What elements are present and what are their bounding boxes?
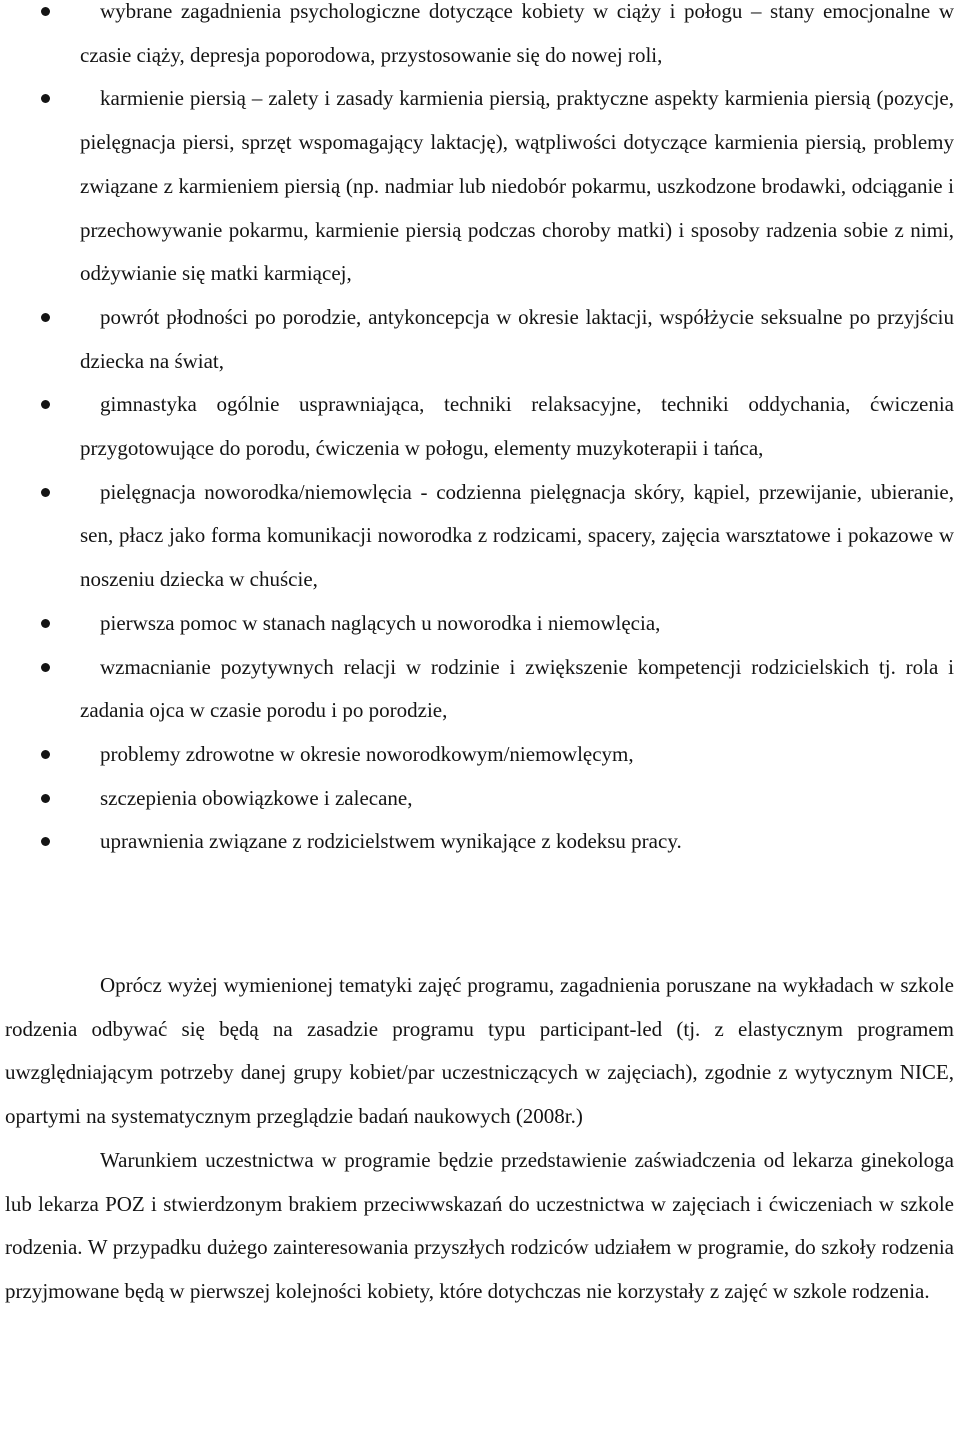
list-item-text: pierwsza pomoc w stanach naglących u noworodka i niemowlęcia, xyxy=(100,610,661,635)
body-paragraph-participation: Warunkiem uczestnictwa w programie będzie przedstawienie zaświadczenia od lekarza ginekologa lub lekarza POZ i stwierdzonym brakiem przeciwwskazań do uczestnictwa w zajęciach i ćwiczeniach w szkole rodzenia. W przypadku dużego zainteresowania przyszłych rodziców udziałem w programie, do szkoły rodzenia przyjmowane będą w pierwszej kolejności kobiety, które dotychczas nie korzystały z zajęć w szkole rodzenia. xyxy=(5,1147,954,1303)
list-item-text: karmienie piersią – zalety i zasady karmienia piersią, praktyczne aspekty karmienia piersią (pozycje, pielęgnacja piersi, sprzęt wspomagający laktację), wątpliwości dotyczące karmienia piersią, problemy związane z karmieniem piersią (np. nadmiar lub niedobór pokarmu, uszkodzone brodawki, odciąganie i przechowywanie pokarmu, karmienie piersią podczas choroby matki) i sposoby radzenia sobie z nimi, odżywianie się matki karmiącej, xyxy=(80,86,954,286)
list-item-text: pielęgnacja noworodka/niemowlęcia - codzienna pielęgnacja skóry, kąpiel, przewijanie, ubieranie, sen, płacz jako forma komunikacji noworodka z rodzicami, spacery, zajęcia warsztatowe i pokazowe w noszeniu dziecka w chuście, xyxy=(80,479,954,592)
list-item-text: uprawnienia związane z rodzicielstwem wynikające z kodeksu pracy. xyxy=(100,829,682,854)
bullet-icon xyxy=(41,94,50,103)
bullet-icon xyxy=(41,400,50,409)
bullet-icon xyxy=(41,750,50,759)
list-item-text: gimnastyka ogólnie usprawniająca, techniki relaksacyjne, techniki oddychania, ćwiczenia przygotowujące do porodu, ćwiczenia w połogu, elementy muzykoterapii i tańca, xyxy=(80,392,954,461)
list-item xyxy=(0,77,960,296)
list-item xyxy=(0,0,960,77)
bullet-icon xyxy=(41,313,50,322)
list-item xyxy=(0,733,960,777)
list-item-text: szczepienia obowiązkowe i zalecane, xyxy=(100,785,413,810)
list-item xyxy=(0,383,960,470)
bullet-icon xyxy=(41,663,50,672)
list-item-text: wybrane zagadnienia psychologiczne dotyczące kobiety w ciąży i połogu – stany emocjonalne w czasie ciąży, depresja poporodowa, przystosowanie się do nowej roli, xyxy=(80,0,954,67)
bullet-icon xyxy=(41,619,50,628)
list-item xyxy=(0,820,960,864)
bullet-icon xyxy=(41,488,50,497)
list-item xyxy=(0,471,960,602)
list-item-text: wzmacnianie pozytywnych relacji w rodzinie i zwiększenie kompetencji rodzicielskich tj. rola i zadania ojca w czasie porodu i po porodzie, xyxy=(80,654,954,723)
list-item xyxy=(0,296,960,383)
list-item-text: powrót płodności po porodzie, antykoncepcja w okresie laktacji, współżycie seksualne po przyjściu dziecka na świat, xyxy=(80,304,954,373)
bullet-icon xyxy=(41,794,50,803)
list-item-text: problemy zdrowotne w okresie noworodkowym/niemowlęcym, xyxy=(100,741,634,766)
body-paragraph-program: Oprócz wyżej wymienionej tematyki zajęć programu, zagadnienia poruszane na wykładach w szkole rodzenia odbywać się będą na zasadzie programu typu participant-led (tj. z elastycznym programem uwzględniającym potrzeby danej grupy kobiet/par uczestniczących w zajęciach), zgodnie z wytycznym NICE, opartymi na systematycznym przeglądzie badań naukowych (2008r.) xyxy=(5,973,954,1129)
list-item xyxy=(0,602,960,646)
body-section xyxy=(0,964,960,1314)
bullet-icon xyxy=(41,837,50,846)
list-item xyxy=(0,646,960,733)
bullet-icon xyxy=(41,7,50,16)
list-item xyxy=(0,777,960,821)
